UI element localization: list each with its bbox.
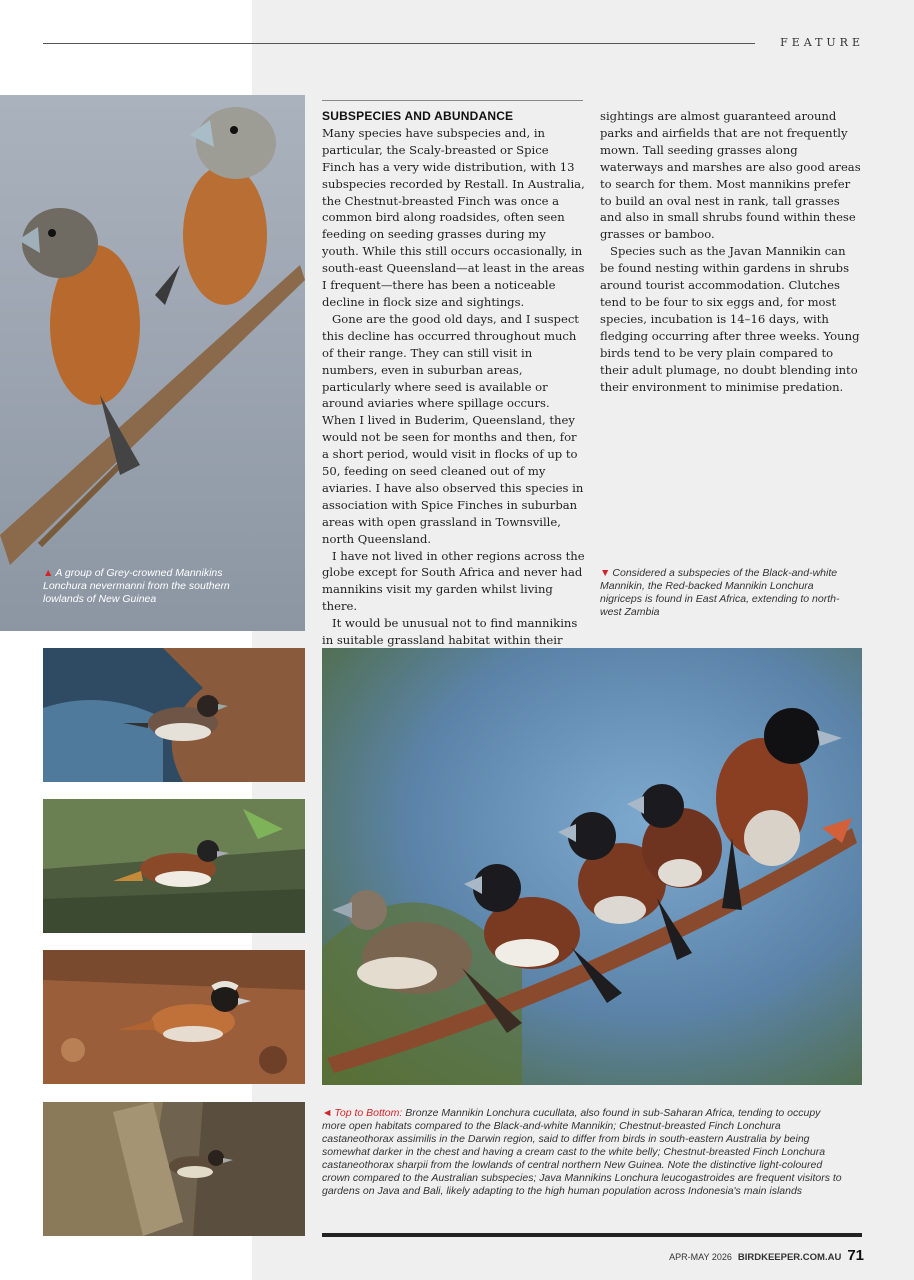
paragraph: sightings are almost guaranteed around parks and airfields that are not frequently mown. Tall seeding grasses along waterways and marshes are also good areas to search for them. Most mannikins prefer to build an oval nest in rank, tall grasses and also in small shrubs found within these grasses or bamboo. [600, 109, 861, 242]
photo-java-mannikins [43, 1102, 305, 1236]
paragraph: Many species have subspecies and, in particular, the Scaly-breasted or Spice Finch has a very wide distribution, with 13 subspecies recorded by Restall. In Australia, the Chestnut-breasted Finch was once a common bird along roadsides, often seen feeding on seeding grasses during my youth. While this still occurs occasionally, in south-east Queensland—at least in the areas I frequent—there has been a noticeable decline in flock size and sightings. [322, 125, 585, 309]
photo-chestnut-breasted-finch-new-guinea [43, 950, 305, 1084]
paragraph: Gone are the good old days, and I suspect this decline has occurred throughout much of their range. They can still visit in numbers, even in suburban areas, particularly where seed is available or around aviaries where spillage occurs. When I lived in Buderim, Queensland, they would not be seen for months and then, for a short period, would visit in flocks of up to 50, feeding on seed cleaned out of my aviaries. I have also observed this species in association with Spice Finches in suburban areas with open grassland in Townsville, north Queensland. [322, 311, 584, 546]
paragraph: I have not lived in other regions across the globe except for South Africa and never had mannikins visit my garden whilst living there. [322, 548, 585, 614]
website: BIRDKEEPER.COM.AU [737, 1252, 842, 1263]
page-footer [669, 1247, 864, 1264]
article-column-2 [600, 108, 862, 395]
header-rule [43, 43, 755, 44]
caption-top-left: ▲ A group of Grey-crowned Mannikins Lonchura nevermanni from the southern lowlands of New Guinea [43, 567, 230, 605]
article-column-1 [322, 108, 585, 666]
photo-red-backed-mannikins [322, 648, 862, 1085]
section-label: FEATURE [780, 36, 864, 49]
paragraph: Species such as the Javan Mannikin can be found nesting within gardens in shrubs around tourist accommodation. Clutches tend to be four to six eggs and, for most species, incubation is 14–16 days, with fledging occurring after three weeks. Young birds tend to be very plain compared to their adult plumage, no doubt blending into their environment to minimise predation. [600, 244, 860, 394]
footer-rule [322, 1233, 862, 1237]
section-heading: SUBSPECIES AND ABUNDANCE [322, 109, 514, 123]
caption-bottom: ◄ Top to Bottom: Bronze Mannikin Lonchura cucullata, also found in sub-Saharan Africa, tending to occupy more open habitats compared to the Black-and-white Mannikin; Chestnut-breasted Finch Lonchura castaneothorax assimilis in the Darwin region, said to differ from birds in south-eastern Australia by being somewhat darker in the chest and having a cream cast to the white belly; Chestnut-breasted Finch Lonchura castaneothorax sharpii from the lowlands of central northern New Guinea. Note the distinctive light-coloured crown compared to the Australian subspecies; Java Mannikins Lonchura leucogastroides are frequent visitors to gardens on Java and Bali, likely adapting to the high human population across Indonesia's main islands [322, 1107, 842, 1197]
photo-grey-crowned-mannikins [0, 95, 305, 631]
section-rule [322, 100, 583, 101]
paragraph: It would be unusual not to find mannikins in suitable grassland habitat within their [322, 616, 578, 648]
issue-date: APR-MAY 2026 [669, 1252, 732, 1262]
photo-chestnut-breasted-finch-darwin [43, 799, 305, 933]
photo-bronze-mannikin [43, 648, 305, 782]
caption-right: ▼ Considered a subspecies of the Black-and-white Mannikin, the Red-backed Mannikin Lonchura nigriceps is found in East Africa, extending to north-west Zambia [600, 567, 840, 618]
page-number: 71 [847, 1247, 864, 1264]
